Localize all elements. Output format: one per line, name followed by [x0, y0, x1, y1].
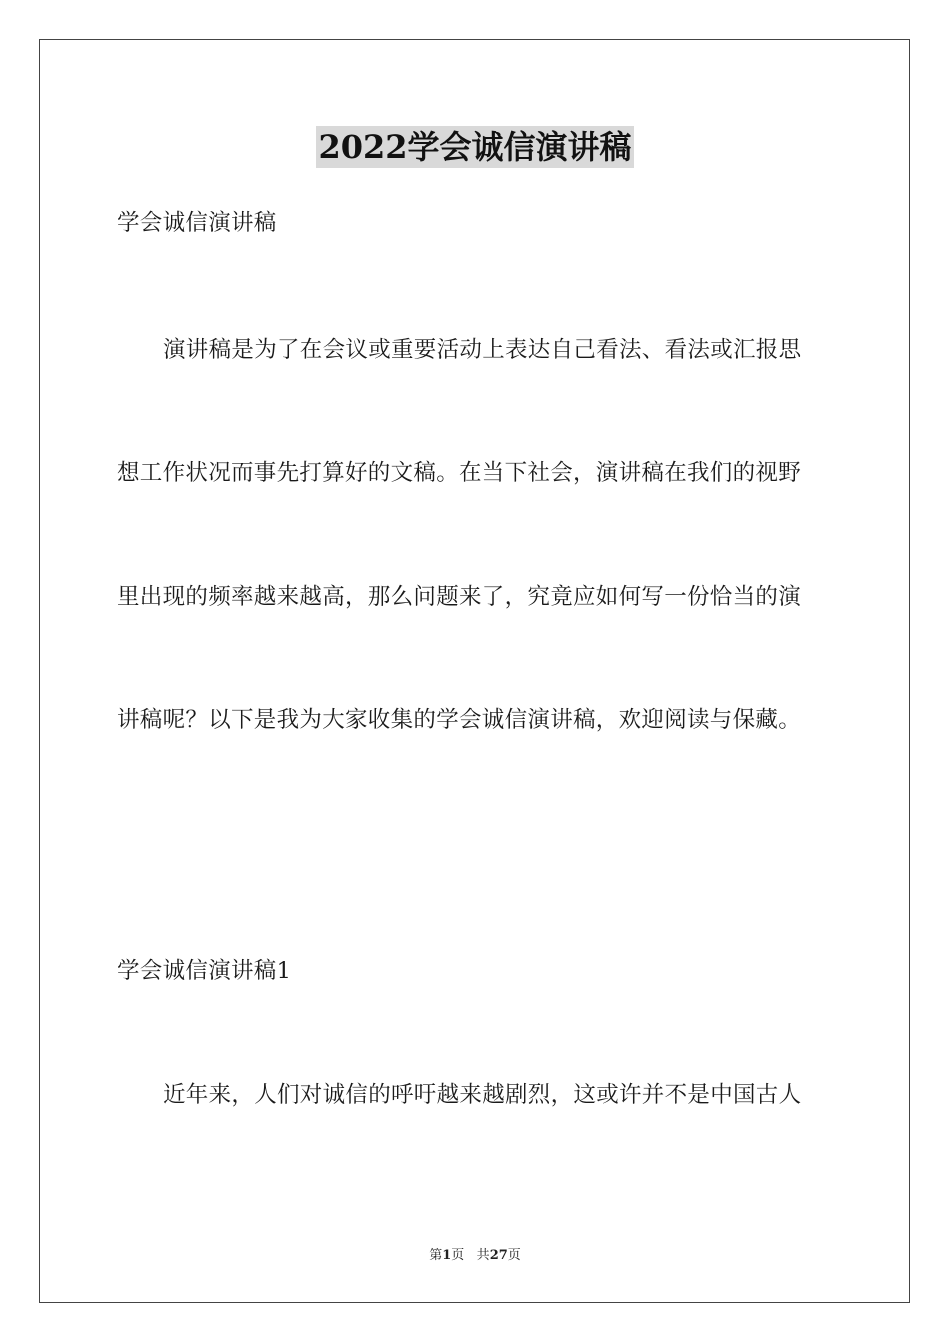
footer-total-pages: 27 [489, 1248, 508, 1263]
document-subtitle: 学会诚信演讲稿 [117, 210, 277, 236]
footer-page-suffix: 页 [451, 1248, 465, 1263]
footer-total-prefix: 共 [476, 1248, 490, 1263]
title-container [0, 126, 950, 168]
document-title: 2022学会诚信演讲稿 [318, 128, 632, 166]
intro-line-4: 讲稿呢？以下是我为大家收集的学会诚信演讲稿，欢迎阅读与保藏。 [117, 707, 802, 733]
footer-page-number: 1 [442, 1248, 452, 1263]
footer-page-prefix: 第 [429, 1248, 443, 1263]
intro-line-3: 里出现的频率越来越高，那么问题来了，究竟应如何写一份恰当的演 [117, 584, 802, 610]
page-footer [0, 1247, 950, 1265]
intro-line-2: 想工作状况而事先打算好的文稿。在当下社会，演讲稿在我们的视野 [117, 460, 802, 486]
section-heading: 学会诚信演讲稿1 [117, 958, 292, 984]
footer-total-suffix: 页 [507, 1248, 521, 1263]
section-line-1: 近年来，人们对诚信的呼吁越来越剧烈，这或许并不是中国古人 [163, 1082, 802, 1108]
intro-line-1: 演讲稿是为了在会议或重要活动上表达自己看法、看法或汇报思 [163, 337, 802, 363]
